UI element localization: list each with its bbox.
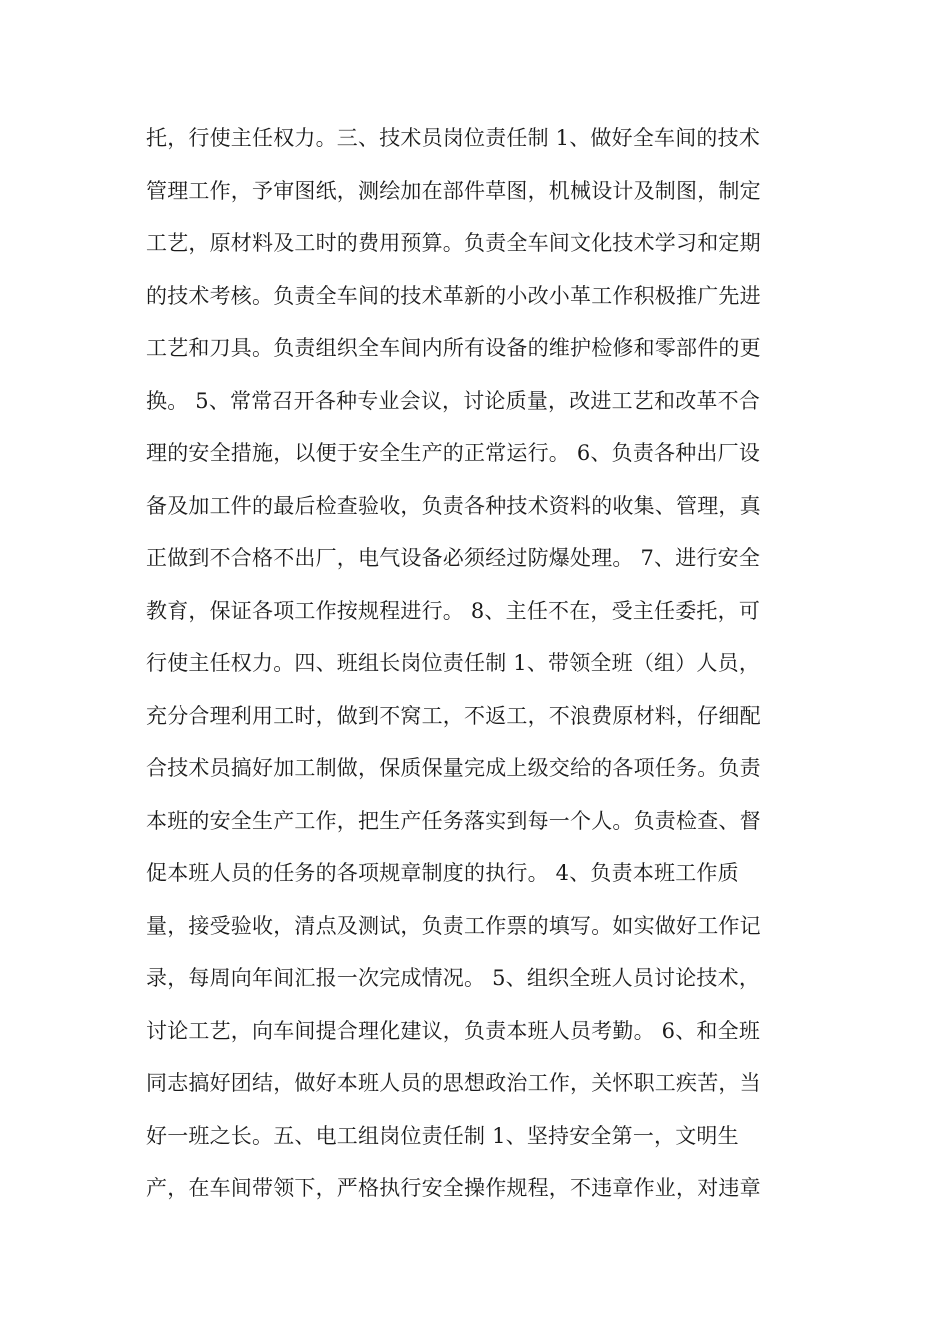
text-line: 合技术员搞好加工制做，保质保量完成上级交给的各项任务。负责	[146, 756, 761, 780]
body-text	[146, 116, 806, 1219]
text-line: 工艺，原材料及工时的费用预算。负责全车间文化技术学习和定期	[146, 231, 761, 255]
text-line: 同志搞好团结，做好本班人员的思想政治工作，关怀职工疾苦，当	[146, 1071, 761, 1095]
text-line: 工艺和刀具。负责组织全车间内所有设备的维护检修和零部件的更	[146, 336, 761, 360]
text-line: 备及加工件的最后检查验收，负责各种技术资料的收集、管理，真	[146, 493, 761, 518]
text-line: 本班的安全生产工作，把生产任务落实到每一个人。负责检查、督	[146, 808, 761, 833]
text-line: 促本班人员的任务的各项规章制度的执行。 4、负责本班工作质	[146, 861, 739, 885]
text-line: 量，接受验收，清点及测试，负责工作票的填写。如实做好工作记	[146, 913, 761, 938]
text-line: 录，每周向年间汇报一次完成情况。 5、组织全班人员讨论技术，	[146, 966, 761, 990]
text-line: 产，在车间带领下，严格执行安全操作规程，不违章作业，对违章	[146, 1176, 761, 1200]
text-line: 换。 5、常常召开各种专业会议，讨论质量，改进工艺和改革不合	[146, 388, 761, 413]
text-line: 教育，保证各项工作按规程进行。 8、主任不在，受主任委托，可	[146, 598, 761, 623]
text-line: 充分合理利用工时，做到不窝工，不返工，不浪费原材料，仔细配	[146, 703, 761, 728]
text-line: 讨论工艺，向车间提合理化建议，负责本班人员考勤。 6、和全班	[146, 1018, 761, 1043]
text-line: 正做到不合格不出厂，电气设备必须经过防爆处理。 7、进行安全	[146, 546, 761, 570]
text-line: 的技术考核。负责全车间的技术革新的小改小革工作积极推广先进	[146, 283, 761, 308]
text-line: 好一班之长。五、电工组岗位责任制 1、坚持安全第一，文明生	[146, 1123, 739, 1148]
text-line: 理的安全措施，以便于安全生产的正常运行。 6、负责各种出厂设	[146, 441, 761, 465]
text-line: 托，行使主任权力。三、技术员岗位责任制 1、做好全车间的技术	[146, 126, 761, 150]
text-line: 行使主任权力。四、班组长岗位责任制 1、带领全班（组）人员，	[146, 651, 761, 675]
text-line: 管理工作，予审图纸，测绘加在部件草图，机械设计及制图，制定	[146, 178, 761, 203]
